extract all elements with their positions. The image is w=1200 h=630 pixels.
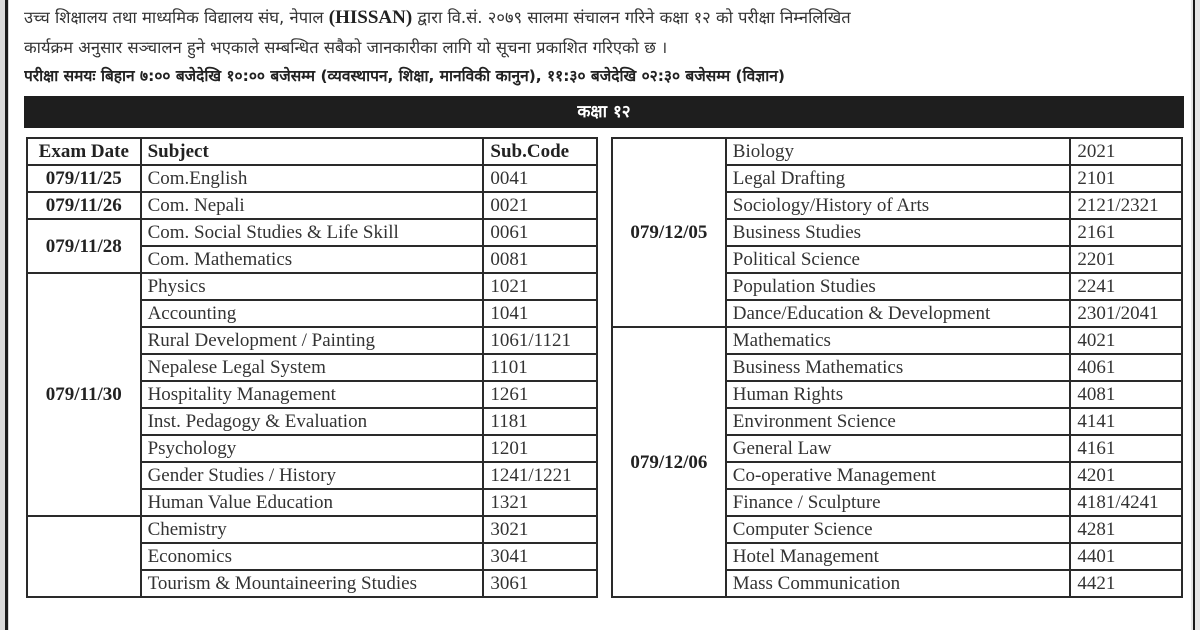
sub-code-cell: 1101: [483, 354, 597, 381]
sub-code-cell: 4141: [1070, 408, 1182, 435]
sub-code-cell: 2241: [1070, 273, 1182, 300]
sub-code-cell: 3021: [483, 516, 597, 543]
subject-cell: Nepalese Legal System: [141, 354, 484, 381]
schedule-table-right: [611, 137, 1183, 598]
exam-date-cell: 079/11/26: [27, 192, 141, 219]
sub-code-cell: 2301/2041: [1070, 300, 1182, 327]
subject-cell: Business Studies: [726, 219, 1071, 246]
notice-intro: [24, 3, 1184, 92]
sub-code-cell: 1241/1221: [483, 462, 597, 489]
subject-cell: Com. Social Studies & Life Skill: [141, 219, 484, 246]
subject-cell: Biology: [726, 138, 1071, 165]
subject-cell: Hospitality Management: [141, 381, 484, 408]
subject-cell: Economics: [141, 543, 484, 570]
exam-date-cell: 079/11/25: [27, 165, 141, 192]
intro-text-1a: उच्च शिक्षालय तथा माध्यमिक विद्यालय संघ, नेपाल: [24, 8, 329, 27]
hissan-label: (HISSAN): [328, 7, 413, 28]
subject-cell: Com.English: [141, 165, 484, 192]
subject-cell: Business Mathematics: [726, 354, 1071, 381]
table-row: [27, 516, 597, 543]
table-header-row: [27, 138, 597, 165]
table-row: [27, 273, 597, 300]
sub-code-cell: 0021: [483, 192, 597, 219]
subject-cell: Inst. Pedagogy & Evaluation: [141, 408, 484, 435]
sub-code-cell: 3061: [483, 570, 597, 597]
table-row: [612, 327, 1182, 354]
sub-code-cell: 2101: [1070, 165, 1182, 192]
subject-cell: Political Science: [726, 246, 1071, 273]
class-title-bar: कक्षा १२: [24, 96, 1184, 128]
subject-cell: Co-operative Management: [726, 462, 1071, 489]
intro-line-2: कार्यक्रम अनुसार सञ्चालन हुने भएकाले सम्बन्धित सबैको जानकारीका लागि यो सूचना प्रकाशित गरिएको छ ।: [24, 37, 668, 57]
subject-cell: Population Studies: [726, 273, 1071, 300]
subject-cell: Computer Science: [726, 516, 1071, 543]
sub-code-cell: 4061: [1070, 354, 1182, 381]
subject-cell: Mathematics: [726, 327, 1071, 354]
sub-code-cell: 4181/4241: [1070, 489, 1182, 516]
sub-code-cell: 1061/1121: [483, 327, 597, 354]
subject-cell: Rural Development / Painting: [141, 327, 484, 354]
sub-code-cell: 0081: [483, 246, 597, 273]
table-row: [27, 165, 597, 192]
page-frame-left: [0, 0, 9, 630]
exam-date-cell: 079/11/28: [27, 219, 141, 273]
table-row: [27, 192, 597, 219]
subject-cell: Com. Nepali: [141, 192, 484, 219]
header-subject: Subject: [141, 138, 484, 165]
page-frame-right: [1191, 0, 1200, 630]
sub-code-cell: 4021: [1070, 327, 1182, 354]
intro-line-1: [24, 3, 1184, 33]
exam-date-cell: 079/12/05: [612, 138, 726, 327]
sub-code-cell: 4081: [1070, 381, 1182, 408]
sub-code-cell: 1261: [483, 381, 597, 408]
sub-code-cell: 4421: [1070, 570, 1182, 597]
subject-cell: Gender Studies / History: [141, 462, 484, 489]
subject-cell: Hotel Management: [726, 543, 1071, 570]
exam-date-cell: 079/12/06: [612, 327, 726, 597]
subject-cell: Dance/Education & Development: [726, 300, 1071, 327]
subject-cell: Mass Communication: [726, 570, 1071, 597]
sub-code-cell: 2121/2321: [1070, 192, 1182, 219]
subject-cell: Tourism & Mountaineering Studies: [141, 570, 484, 597]
sub-code-cell: 0061: [483, 219, 597, 246]
sub-code-cell: 1021: [483, 273, 597, 300]
schedule-body-right: [612, 138, 1182, 597]
intro-text-1b: द्वारा वि.सं. २०७९ सालमा संचालन गरिने कक्षा १२ को परीक्षा निम्नलिखित: [412, 8, 851, 27]
subject-cell: Com. Mathematics: [141, 246, 484, 273]
sub-code-cell: 4401: [1070, 543, 1182, 570]
subject-cell: Psychology: [141, 435, 484, 462]
subject-cell: Human Rights: [726, 381, 1071, 408]
subject-cell: Legal Drafting: [726, 165, 1071, 192]
exam-date-cell: 079/11/30: [27, 273, 141, 516]
sub-code-cell: 3041: [483, 543, 597, 570]
subject-cell: General Law: [726, 435, 1071, 462]
subject-cell: Physics: [141, 273, 484, 300]
sub-code-cell: 2201: [1070, 246, 1182, 273]
sub-code-cell: 1201: [483, 435, 597, 462]
table-row: [27, 219, 597, 246]
exam-time-line: परीक्षा समयः बिहान ७:०० बजेदेखि १०:०० बजेसम्म (व्यवस्थापन, शिक्षा, मानविकी कानुन), ११:३० बजेदेखि ०२:३० बजेसम्म (विज्ञान): [24, 67, 785, 85]
subject-cell: Human Value Education: [141, 489, 484, 516]
table-row: [612, 138, 1182, 165]
sub-code-cell: 4161: [1070, 435, 1182, 462]
subject-cell: Sociology/History of Arts: [726, 192, 1071, 219]
sub-code-cell: 0041: [483, 165, 597, 192]
sub-code-cell: 4281: [1070, 516, 1182, 543]
sub-code-cell: 1181: [483, 408, 597, 435]
header-exam-date: Exam Date: [27, 138, 141, 165]
sub-code-cell: 2161: [1070, 219, 1182, 246]
sub-code-cell: 1041: [483, 300, 597, 327]
schedule-table-left: [26, 137, 598, 598]
sub-code-cell: 1321: [483, 489, 597, 516]
sub-code-cell: 4201: [1070, 462, 1182, 489]
schedule-body-left: [27, 165, 597, 597]
subject-cell: Environment Science: [726, 408, 1071, 435]
sub-code-cell: 2021: [1070, 138, 1182, 165]
subject-cell: Finance / Sculpture: [726, 489, 1071, 516]
exam-date-cell: [27, 516, 141, 597]
subject-cell: Accounting: [141, 300, 484, 327]
subject-cell: Chemistry: [141, 516, 484, 543]
header-sub-code: Sub.Code: [483, 138, 597, 165]
